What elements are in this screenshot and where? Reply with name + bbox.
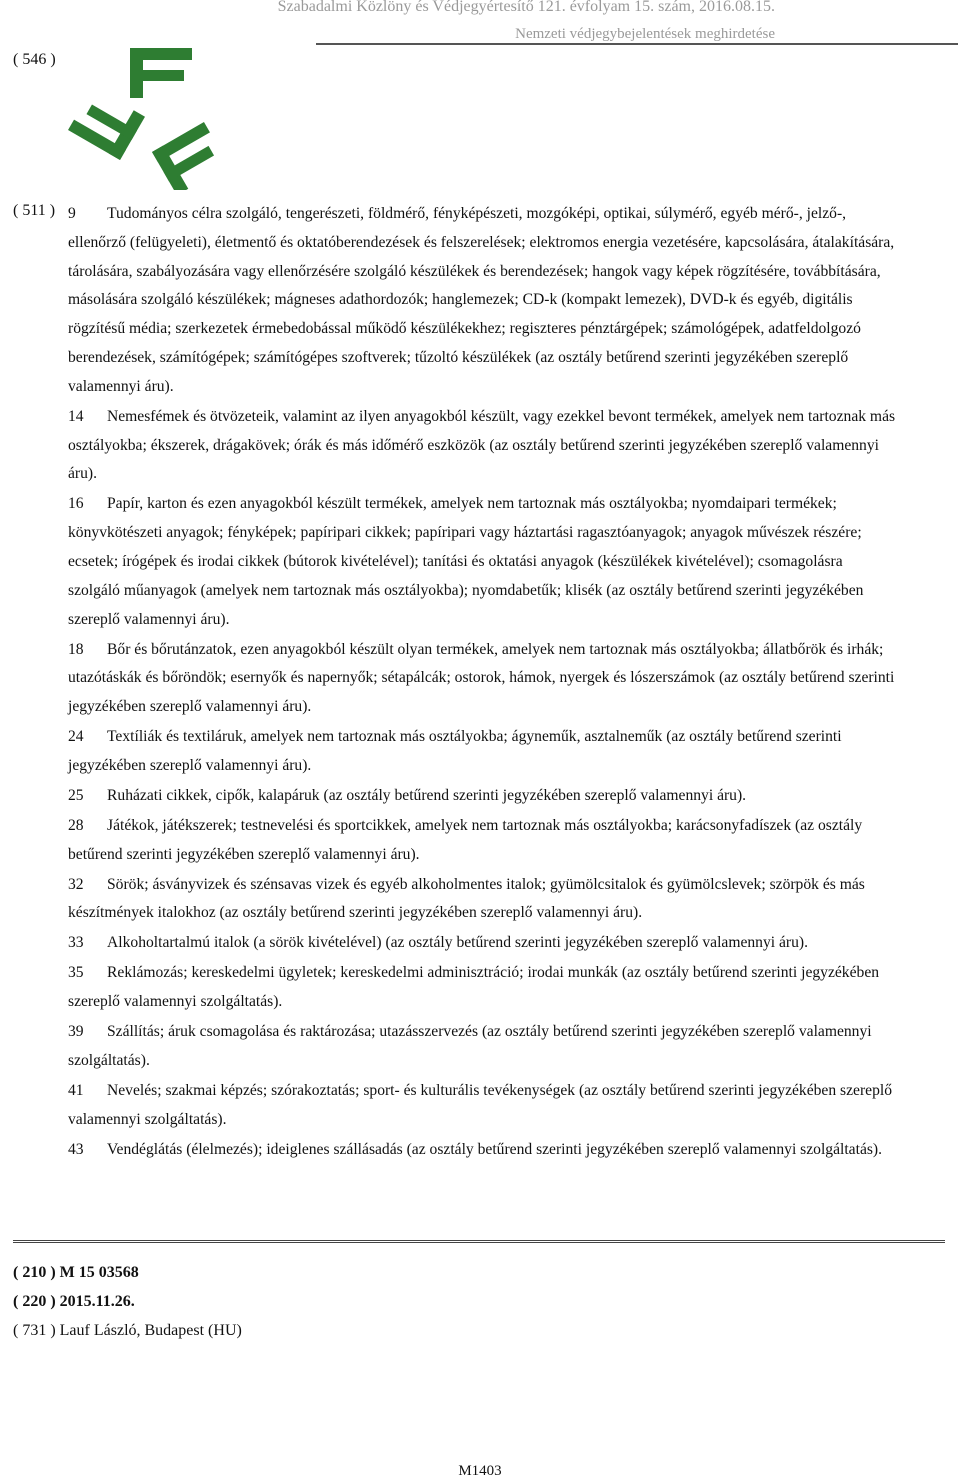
application-number: M 15 03568 (59, 1264, 139, 1281)
class-number: 16 (68, 495, 84, 513)
class-entry (68, 636, 898, 722)
header-divider (316, 43, 958, 45)
class-number: 35 (68, 964, 84, 982)
class-description: Ruházati cikkek, cipők, kalapáruk (az osztály betűrend szerinti jegyzékében szereplő valamennyi áru). (107, 786, 747, 804)
class-number: 33 (68, 934, 84, 952)
class-number: 14 (68, 407, 84, 425)
journal-title: Szabadalmi Közlöny és Védjegyértesítő 121. évfolyam 15. szám, 2016.08.15. (277, 0, 775, 15)
class-entry (68, 490, 898, 634)
class-description: Szállítás; áruk csomagolása és raktározása; utazásszervezés (az osztály betűrend szerinti jegyzékében szereplő valamennyi szolgáltatás). (68, 1023, 872, 1069)
class-number: 9 (68, 205, 76, 222)
class-number: 43 (68, 1140, 84, 1158)
class-entry (68, 200, 898, 402)
class-entry (68, 871, 898, 929)
class-entry (68, 1018, 898, 1076)
class-description: Tudományos célra szolgáló, tengerészeti, földmérő, fényképészeti, mozgóképi, optikai, súlymérő, egyéb mérő-, jelző-, ellenőrző (felügyeleti), életmentő és oktatóberendezések és felszerelések; elektromos energia vezetésére, kapcsolására, átalakítására, tárolására, szabályozására vagy ellenőrzésére szolgáló készülékek és berendezések; hangok vagy képek rögzítésére, továbbítására, másolására szolgáló készülékek; mágneses adathordozók; hanglemezek; CD-k (kompakt lemezek), DVD-k és egyéb, digitális rögzítésű média; szerkezetek érmebedobással működő készülékekhez; regiszteres pénztárgépek; számológépek, adatfeldolgozó berendezések, számítógépek; számítógépes szoftverek; tűzoltó készülékek (az osztály betűrend szerinti jegyzékében szereplő valamennyi áru). (68, 205, 895, 395)
applicant: Lauf László, Budapest (HU) (59, 1322, 242, 1339)
field-511-label: ( 511 ) (13, 202, 56, 219)
class-number: 18 (68, 640, 84, 658)
class-entry (68, 812, 898, 870)
class-entry (68, 1136, 898, 1165)
class-number: 28 (68, 816, 84, 834)
field-731-label: ( 731 ) (13, 1322, 56, 1339)
green-fff-logo-icon (64, 40, 224, 190)
entry-separator (13, 1240, 945, 1243)
field-210 (13, 1262, 139, 1284)
class-entry (68, 929, 898, 958)
class-description: Nevelés; szakmai képzés; szórakoztatás; sport- és kulturális tevékenységek (az osztály betűrend szerinti jegyzékében szereplő valamennyi szolgáltatás). (68, 1081, 893, 1128)
field-210-label: ( 210 ) (13, 1264, 56, 1281)
class-entry (68, 723, 898, 781)
class-description: Bőr és bőrutánzatok, ezen anyagokból készült olyan termékek, amelyek nem tartoznak más osztályokba; állatbőrök és irhák; utazótáskák és bőröndök; esernyők és napernyők; sétapálcák; ostorok, hámok, nyergek és lószerszámok (az osztály betűrend szerinti jegyzékében szereplő valamennyi áru). (68, 640, 895, 716)
logo-shapes (68, 48, 224, 190)
class-description: Papír, karton és ezen anyagokból készült termékek, amelyek nem tartoznak más osztályokba; nyomdaipari termékek; könyvkötészeti anyagok; fényképek; papíripari cikkek; papíripari vagy háztartási ragasztóanyagok; anyagok művészek részére; ecsetek; írógépek és irodai cikkek (bútorok kivételével); tanítási és oktatási anyagok (készülékek kivételével); csomagolásra szolgáló műanyagok (amelyek nem tartoznak más osztályokba); nyomdabetűk; klisék (az osztály betűrend szerinti jegyzékében szereplő valamennyi áru). (68, 495, 864, 628)
field-220 (13, 1291, 135, 1313)
class-number: 41 (68, 1081, 84, 1099)
class-entry (68, 403, 898, 489)
class-entry (68, 782, 898, 811)
class-description: Sörök; ásványvizek és szénsavas vizek és egyéb alkoholmentes italok; gyümölcsitalok és gyümölcslevek; szörpök és más készítmények italokhoz (az osztály betűrend szerinti jegyzékében szereplő valamennyi áru). (68, 875, 865, 922)
class-entry (68, 1077, 898, 1135)
class-number: 39 (68, 1023, 84, 1041)
field-731 (13, 1320, 242, 1342)
class-number: 25 (68, 786, 84, 804)
class-number: 24 (68, 728, 84, 746)
class-entry (68, 959, 898, 1017)
class-description: Vendéglátás (élelmezés); ideiglenes szállásadás (az osztály betűrend szerinti jegyzékében szereplő valamennyi szolgáltatás). (107, 1140, 883, 1158)
class-number: 32 (68, 875, 84, 893)
class-description: Reklámozás; kereskedelmi ügyletek; kereskedelmi adminisztráció; irodai munkák (az osztály betűrend szerinti jegyzékében szereplő valamennyi szolgáltatás). (68, 964, 880, 1011)
field-220-label: ( 220 ) (13, 1293, 56, 1310)
filing-date: 2015.11.26. (59, 1293, 135, 1310)
class-description: Alkoholtartalmú italok (a sörök kivételével) (az osztály betűrend szerinti jegyzékében szereplő valamennyi áru). (107, 934, 809, 952)
field-546-label: ( 546 ) (13, 51, 56, 68)
section-title: Nemzeti védjegybejelentések meghirdetése (515, 26, 775, 42)
page-number: M1403 (458, 1463, 502, 1479)
class-description: Nemesfémek és ötvözeteik, valamint az ilyen anyagokból készült, vagy ezekkel bevont termékek, amelyek nem tartoznak más osztályokba; ékszerek, drágakövek; órák és más időmérő eszközök (az osztály betűrend szerinti jegyzékében szereplő valamennyi áru). (68, 407, 896, 483)
class-description: Játékok, játékszerek; testnevelési és sportcikkek, amelyek nem tartoznak más osztályokba; karácsonyfadíszek (az osztály betűrend szerinti jegyzékében szereplő valamennyi áru). (68, 816, 863, 863)
class-description: Textíliák és textiláruk, amelyek nem tartoznak más osztályokba; ágyneműk, asztalneműk (az osztály betűrend szerinti jegyzékében szereplő valamennyi áru). (68, 728, 842, 774)
goods-services-list (68, 200, 898, 1166)
